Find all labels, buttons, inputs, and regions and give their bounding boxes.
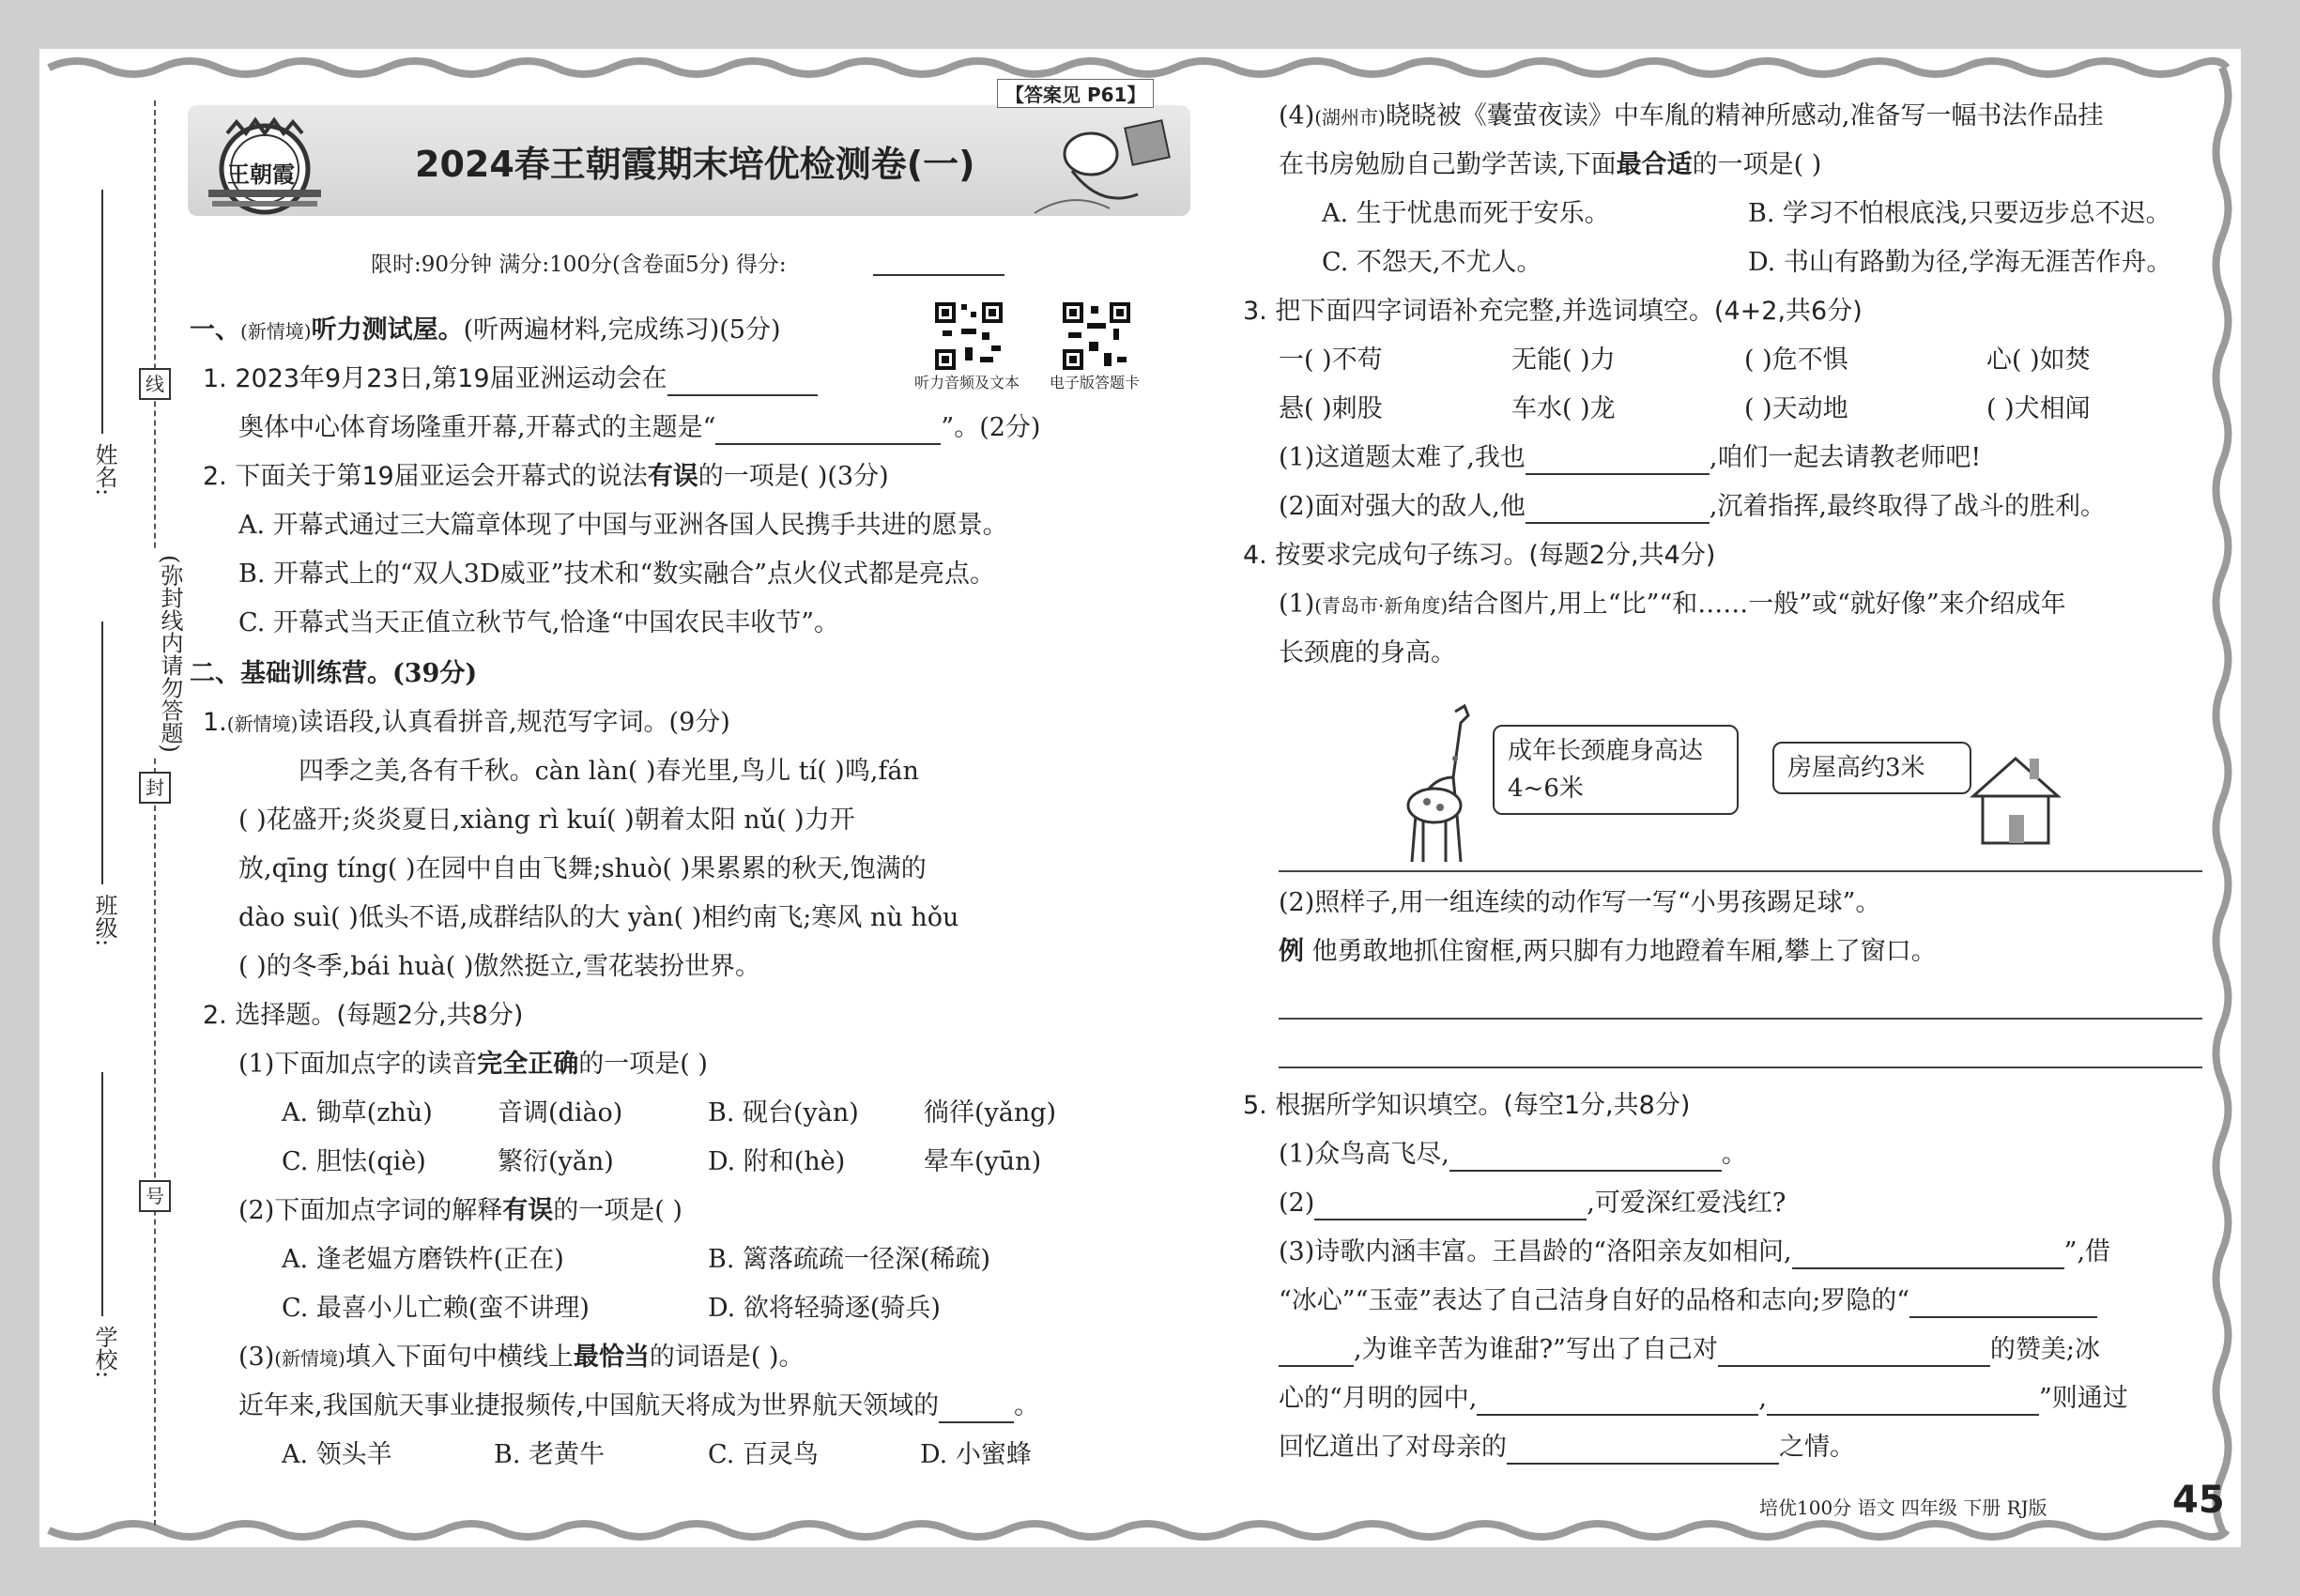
b2-heading: 2. 选择题。(每题2分,共8分) <box>203 1001 524 1030</box>
c1-option-c1[interactable]: C. 胆怯(qiè) <box>282 1147 426 1176</box>
c2-option-a[interactable]: A. 逢老媪方磨铁杵(正在) <box>282 1245 564 1274</box>
c1-option-b2: 徜徉(yǎng) <box>924 1098 1057 1128</box>
q3-blank-2[interactable] <box>1526 494 1710 524</box>
c3-sentence: 近年来,我国航天事业捷报频传,中国航天将成为世界航天领域的 。 <box>238 1389 1039 1423</box>
class-label: 班级: <box>91 894 117 947</box>
mascot-illustration <box>1016 105 1194 216</box>
idiom-7[interactable]: ( )天动地 <box>1744 394 1848 423</box>
c2-option-d[interactable]: D. 欲将轻骑逐(骑兵) <box>708 1294 941 1323</box>
q5-blank-6[interactable] <box>1477 1386 1758 1416</box>
c3-option-d[interactable]: D. 小蜜蜂 <box>920 1440 1032 1469</box>
q5-blank-4b[interactable] <box>1279 1337 1354 1367</box>
exam-meta: 限时:90分钟 满分:100分(含卷面5分) 得分: <box>371 253 787 277</box>
c1-option-c2: 繁衍(yǎn) <box>498 1147 614 1176</box>
c1-option-b1[interactable]: B. 砚台(yàn) <box>708 1098 859 1128</box>
qr-code-audio[interactable] <box>933 300 1004 372</box>
q5-blank-4a[interactable] <box>1909 1288 2097 1318</box>
logo-text: 王朝霞 <box>227 161 295 188</box>
q5-3-line1: (3)诗歌内涵丰富。王昌龄的“洛阳亲友如相问, ”,借 <box>1279 1235 2110 1269</box>
answer-line-s2a[interactable] <box>1279 1018 2202 1020</box>
q1-blank-venue[interactable] <box>667 366 818 396</box>
xian-mark: 线 <box>139 368 171 400</box>
q5-blank-5[interactable] <box>1718 1337 1990 1367</box>
section1-heading: 一、(新情境)听力测试屋。(听两遍材料,完成练习)(5分) <box>190 315 781 345</box>
class-line <box>101 622 103 884</box>
idiom-1[interactable]: 一( )不苟 <box>1279 345 1383 375</box>
seal-notice: (弥封线内请勿答题) <box>154 551 187 757</box>
q5-3-line4: 心的“月明的园中, , ”则通过 <box>1279 1382 2128 1416</box>
pinyin-para-line1: 四季之美,各有千秋。càn làn( )春光里,鸟儿 tí( )鸣,fán <box>299 757 919 786</box>
c3-stem: (3)(新情境)填入下面句中横线上最恰当的词语是( )。 <box>238 1343 805 1372</box>
q5-blank-3[interactable] <box>1792 1239 2064 1269</box>
giraffe-illustration <box>1399 702 1483 871</box>
answer-ref: 【答案见 P61】 <box>997 79 1154 108</box>
b1-stem: 1.(新情境)读语段,认真看拼音,规范写字词。(9分) <box>203 708 730 737</box>
score-blank <box>873 274 1004 276</box>
q4-line1: (4)(湖州市)晓晓被《囊萤夜读》中车胤的精神所感动,准备写一幅书法作品挂 <box>1279 101 2104 130</box>
name-line <box>101 190 103 434</box>
q1-blank-theme[interactable] <box>715 415 941 445</box>
feng-mark: 封 <box>139 772 171 804</box>
q2-option-c[interactable]: C. 开幕式当天正值立秋节气,恰逢“中国农民丰收节”。 <box>238 608 840 637</box>
house-bubble: 房屋高约3米 <box>1772 742 1971 794</box>
school-label: 学校: <box>91 1326 117 1379</box>
q5-2: (2) ,可爱深红爱浅红? <box>1279 1187 1786 1220</box>
exam-page <box>39 49 2241 1547</box>
c1-option-d2: 晕车(yūn) <box>924 1147 1042 1176</box>
idiom-6[interactable]: 车水( )龙 <box>1511 394 1616 423</box>
q3-fill-1: (1)这道题太难了,我也 ,咱们一起去请教老师吧! <box>1279 441 1981 475</box>
q4-option-a[interactable]: A. 生于忧患而死于安乐。 <box>1322 199 1610 228</box>
q5-blank-1[interactable] <box>1449 1142 1722 1172</box>
name-label: 姓名: <box>91 443 117 497</box>
q2-option-b[interactable]: B. 开幕式上的“双人3D威亚”技术和“数实融合”点火仪式都是亮点。 <box>238 560 996 589</box>
c2-option-c[interactable]: C. 最喜小儿亡赖(蛮不讲理) <box>282 1294 590 1323</box>
q4-option-d[interactable]: D. 书山有路勤为径,学海无涯苦作舟。 <box>1748 248 2172 277</box>
q3-fill-2: (2)面对强大的敌人,他 ,沉着指挥,最终取得了战斗的胜利。 <box>1279 490 2106 524</box>
c1-stem: (1)下面加点字的读音完全正确的一项是( ) <box>238 1050 708 1079</box>
q4s-heading: 4. 按要求完成句子练习。(每题2分,共4分) <box>1243 541 1716 570</box>
q4-option-c[interactable]: C. 不怨天,不尤人。 <box>1322 248 1542 277</box>
c3-blank[interactable] <box>939 1393 1014 1423</box>
q5-blank-7[interactable] <box>1767 1386 2039 1416</box>
qr-code-answer-card[interactable] <box>1061 300 1132 372</box>
exam-title: 2024春王朝霞期末培优检测卷(一) <box>415 144 975 185</box>
s1-line1: (1)(青岛市·新角度)结合图片,用上“比”“和……一般”或“就好像”来介绍成年 <box>1279 590 2066 619</box>
s2-example: 例 他勇敢地抓住窗框,两只脚有力地蹬着车厢,攀上了窗口。 <box>1279 937 1937 966</box>
q4-option-b[interactable]: B. 学习不怕根底浅,只要迈步总不迟。 <box>1748 199 2171 228</box>
q3-heading: 3. 把下面四字词语补充完整,并选词填空。(4+2,共6分) <box>1243 297 1863 326</box>
c3-option-b[interactable]: B. 老黄牛 <box>494 1440 606 1469</box>
idiom-5[interactable]: 悬( )刺股 <box>1279 394 1383 423</box>
qr-card-label: 电子版答题卡 <box>1050 374 1141 391</box>
s1-line2: 长颈鹿的身高。 <box>1279 638 1456 668</box>
house-illustration <box>1964 740 2067 852</box>
answer-line-s2b[interactable] <box>1279 1067 2202 1068</box>
page-number: 45 <box>2172 1479 2225 1522</box>
idiom-8[interactable]: ( )犬相闻 <box>1986 394 2091 423</box>
qr-audio-label: 听力音频及文本 <box>914 374 1020 391</box>
c3-option-c[interactable]: C. 百灵鸟 <box>708 1440 819 1469</box>
hao-mark: 号 <box>139 1180 171 1212</box>
s2-prompt: (2)照样子,用一组连续的动作写一写“小男孩踢足球”。 <box>1279 888 1881 917</box>
q1-line1: 1. 2023年9月23日,第19届亚洲运动会在 <box>203 362 818 396</box>
q2-stem: 2. 下面关于第19届亚运会开幕式的说法有误的一项是( )(3分) <box>203 462 889 491</box>
idiom-3[interactable]: ( )危不惧 <box>1744 345 1848 375</box>
binder-dashed-line <box>154 100 156 1526</box>
pinyin-para-line3: 放,qīng tíng( )在园中自由飞舞;shuò( )果累累的秋天,饱满的 <box>238 854 927 883</box>
giraffe-bubble: 成年长颈鹿身高达 4~6米 <box>1493 725 1739 815</box>
c2-option-b[interactable]: B. 篱落疏疏一径深(稀疏) <box>708 1245 991 1274</box>
c1-option-d1[interactable]: D. 附和(hè) <box>708 1147 846 1176</box>
q5-heading: 5. 根据所学知识填空。(每空1分,共8分) <box>1243 1091 1691 1120</box>
q4-line2: 在书房勉励自己勤学苦读,下面最合适的一项是( ) <box>1279 150 1822 179</box>
q2-option-a[interactable]: A. 开幕式通过三大篇章体现了中国与亚洲各国人民携手共进的愿景。 <box>238 511 1008 540</box>
c1-option-a1[interactable]: A. 锄草(zhù) <box>282 1098 433 1128</box>
c3-option-a[interactable]: A. 领头羊 <box>282 1440 392 1469</box>
q3-blank-1[interactable] <box>1526 445 1710 475</box>
q5-1: (1)众鸟高飞尽, 。 <box>1279 1138 1747 1172</box>
q1-line2: 奥体中心体育场隆重开幕,开幕式的主题是“ ”。(2分) <box>238 411 1040 445</box>
idiom-4[interactable]: 心( )如焚 <box>1986 345 2091 375</box>
idiom-2[interactable]: 无能( )力 <box>1511 345 1616 375</box>
pinyin-para-line2: ( )花盛开;炎炎夏日,xiàng rì kuí( )朝着太阳 nǔ( )力开 <box>238 806 855 835</box>
q5-blank-2[interactable] <box>1314 1190 1587 1220</box>
book-info: 培优100分 语文 四年级 下册 RJ版 <box>1759 1496 2047 1519</box>
q5-3-line3: ,为谁辛苦为谁甜?”写出了自己对 的赞美;冰 <box>1279 1333 2100 1367</box>
school-line <box>101 1072 103 1316</box>
q5-3-line5: 回忆道出了对母亲的 之情。 <box>1279 1431 1855 1465</box>
answer-line-s1[interactable] <box>1279 870 2202 872</box>
q5-blank-8[interactable] <box>1507 1435 1779 1465</box>
pinyin-para-line4: dào suì( )低头不语,成群结队的大 yàn( )相约南飞;寒风 nù hǒu <box>238 903 959 932</box>
c1-option-a2: 音调(diào) <box>498 1098 623 1128</box>
section2-heading: 二、基础训练营。(39分) <box>190 659 478 688</box>
c2-stem: (2)下面加点字词的解释有误的一项是( ) <box>238 1196 682 1225</box>
q5-3-line2: “冰心”“玉壶”表达了自己洁身自好的品格和志向;罗隐的“ <box>1279 1284 2097 1318</box>
pinyin-para-line5: ( )的冬季,bái huà( )傲然挺立,雪花装扮世界。 <box>238 952 760 981</box>
